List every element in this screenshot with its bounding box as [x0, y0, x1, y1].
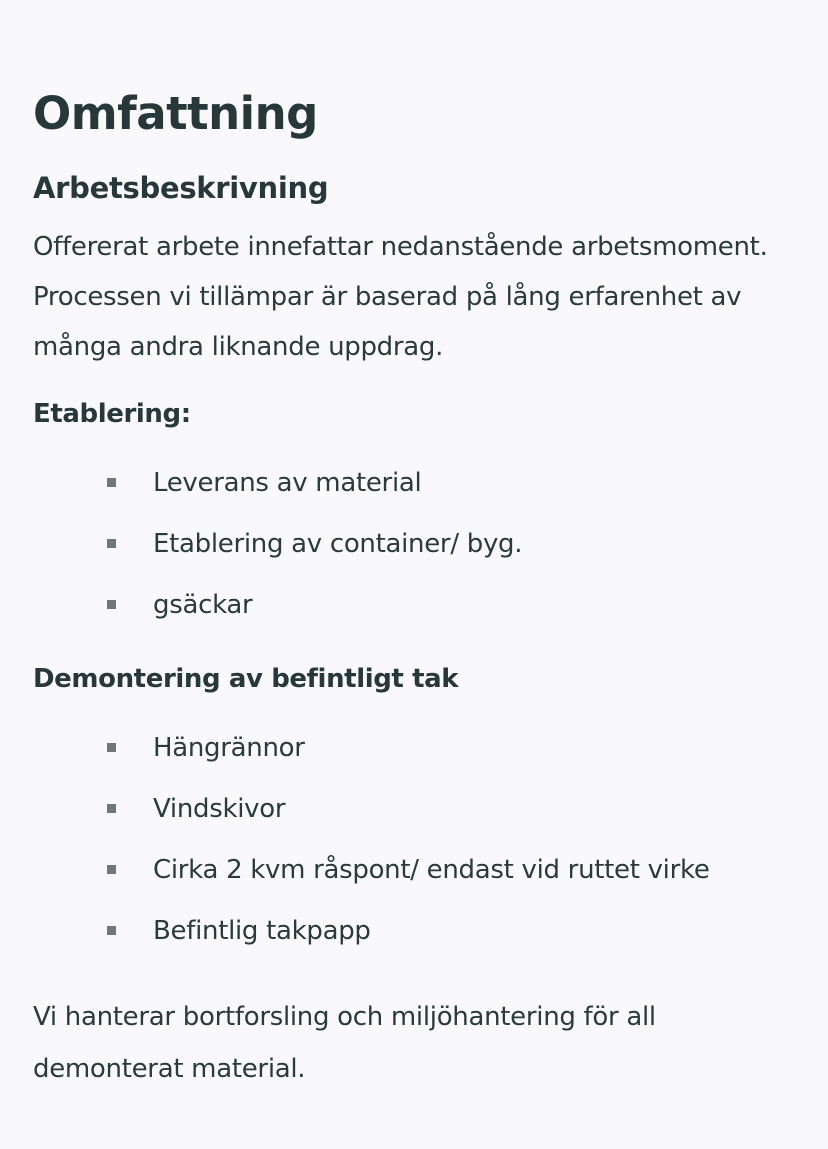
section-subtitle: Arbetsbeskrivning — [33, 171, 329, 205]
list-item — [33, 900, 795, 961]
square-bullet-icon — [107, 926, 116, 935]
square-bullet-icon — [107, 804, 116, 813]
square-bullet-icon — [107, 865, 116, 874]
list-item — [33, 513, 795, 574]
square-bullet-icon — [107, 743, 116, 752]
square-bullet-icon — [107, 478, 116, 487]
list-item-label: Hängrännor — [153, 732, 305, 763]
list-item-label: Leverans av material — [153, 467, 422, 498]
outro-paragraph: Vi hanterar bortforsling och miljöhantering för all demonterat material. — [33, 1002, 656, 1084]
etablering-heading: Etablering: — [33, 399, 191, 429]
page-title: Omfattning — [33, 87, 318, 140]
list-item — [33, 778, 795, 839]
list-item-label: Vindskivor — [153, 793, 286, 824]
intro-paragraph: Offererat arbete innefattar nedanstående arbetsmoment. Processen vi tillämpar är baserad på lång erfarenhet av många andra liknande uppdrag. — [33, 232, 768, 362]
list-item-label: Befintlig takpapp — [153, 915, 371, 946]
etablering-list — [33, 452, 795, 635]
list-item-label: gsäckar — [153, 589, 253, 620]
demontering-list — [33, 717, 795, 961]
list-item — [33, 839, 795, 900]
list-item — [33, 574, 795, 635]
square-bullet-icon — [107, 600, 116, 609]
demontering-heading: Demontering av befintligt tak — [33, 664, 459, 694]
square-bullet-icon — [107, 539, 116, 548]
list-item — [33, 452, 795, 513]
list-item — [33, 717, 795, 778]
list-item-label: Etablering av container/ byg. — [153, 528, 523, 559]
list-item-label: Cirka 2 kvm råspont/ endast vid ruttet virke — [153, 854, 710, 885]
